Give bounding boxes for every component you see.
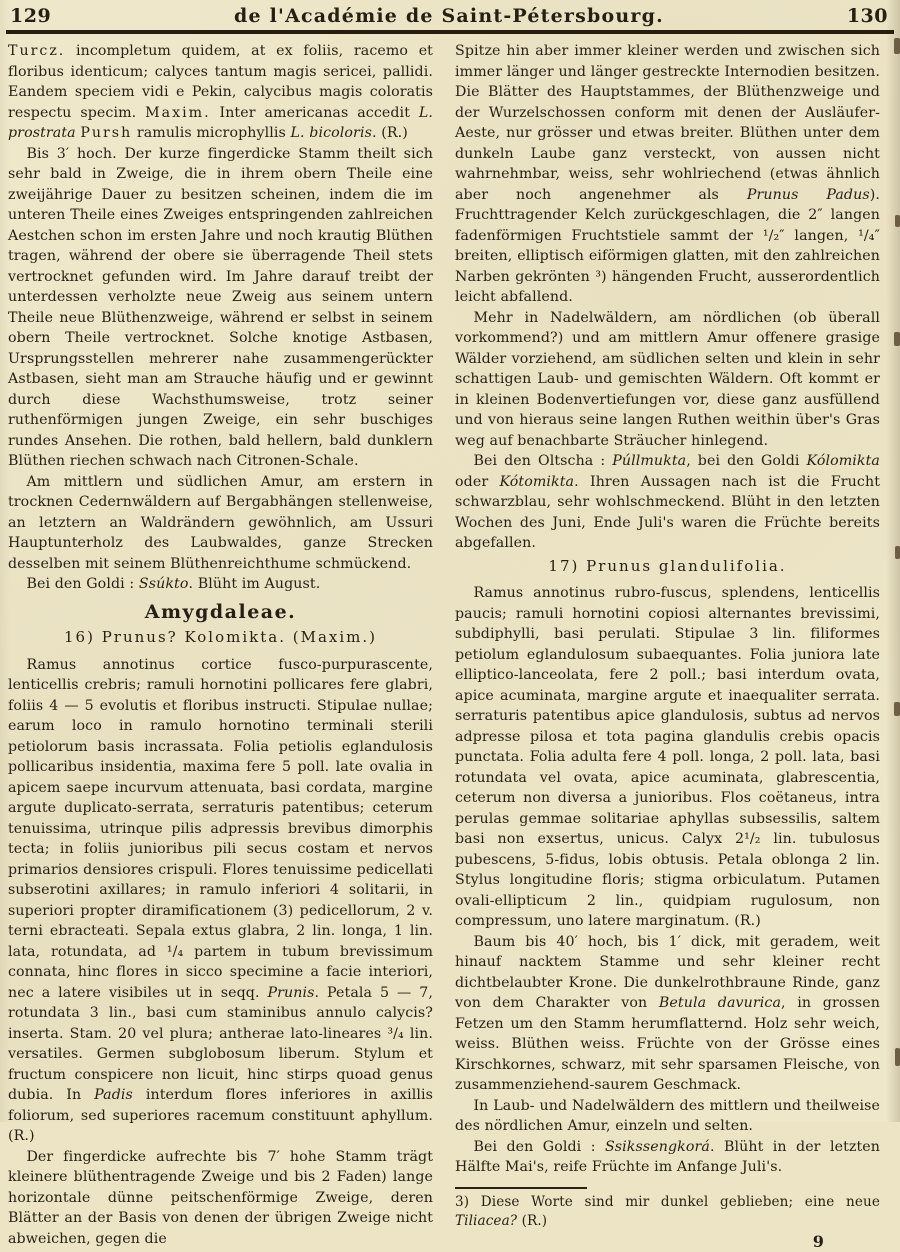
page-header [0,0,900,27]
footnote-3: 3) Diese Worte sind mir dunkel geblieben; eine neue Tiliacea? (R.) [455,1193,880,1231]
section-heading-amygdaleae: Amygdaleae. [8,602,433,623]
left-column [8,41,433,1252]
paragraph-spitze-hin: Spitze hin aber immer kleiner werden und zwischen sich immer länger und länger gestreckte Internodien besitzen. Die Blätter des Hauptstammes, der Blüthenzweige und der Wurzelschossen conform mit denen der Ausläufer-Aeste, nur grösser und etwas breiter. Blüthen unter dem dunkeln Laube ganz versteckt, von aussen nicht wahrnehmbar, weiss, sehr wohlriechend (etwas ähnlich aber noch angenehmer als Prunus Padus). Fruchttragender Kelch zurückgeschlagen, die 2″ langen fadenförmigen Fruchtstiele sammt der ¹/₂″ langen, ¹/₄″ breiten, elliptisch eiförmigen glatten, mit den zahlreichen Narben gekrönten ³) hängenden Frucht, ausserordentlich leicht abfallend. [455,41,880,308]
scan-edge-artifact [894,332,900,346]
paragraph-ramus-annotinus-rubro: Ramus annotinus rubro-fuscus, splendens, lenticellis paucis; ramuli hornotini copiosi alternantes brevissimi, subdiphylli, basi perulati. Stipulae 3 lin. filiformes petiolum eglandulosum subaequantes. Folia juniora late elliptico-lanceolata, fere 2 poll.; basi interdum ovata, apice acuminata, margine argute et inaequaliter serrata. serraturis patentibus apice glandulosis, subtus ad nervos adpresse pilosa et tota pagina glandulis crebis opacis punctata. Folia adulta fere 4 poll. longa, 2 poll. lata, basi rotundata vel ovata, apice acuminata, glabrescentia, ceterum non diversa a junioribus. Flos coëtaneus, intra perulas gemmae solitariae aphyllas subsessilis, saltem basi non exsertus, unicus. Calyx 2¹/₂ lin. tubulosus pubescens, 5-fidus, lobis obtusis. Petala oblonga 2 lin. Stylus longitudine floris; stigma orbiculatum. Putamen ovali-ellipticum 2 lin., quidpiam rugulosum, non compressum, uno latere marginatum. (R.) [455,583,880,932]
running-title: de l'Académie de Saint-Pétersbourg. [234,5,664,27]
paragraph-goldi-ssukto: Bei den Goldi : Ssúkto. Blüht im August. [8,574,433,595]
text-columns [0,34,900,1252]
signature-number: 9 [455,1232,880,1252]
scan-edge-artifact [895,1048,900,1066]
paragraph-in-laub-und-nadelwaeldern: In Laub- und Nadelwäldern des mittlern und theilweise des nördlichen Amur, einzeln und selten. [455,1096,880,1137]
species-heading-17: 17) Prunus glandulifolia. [455,556,880,577]
scan-edge-artifact [895,215,900,227]
species-heading-16: 16) Prunus? Kolomikta. (Maxim.) [8,627,433,648]
paragraph-am-mittlern-amur: Am mittlern und südlichen Amur, am erstern in trocknen Cedernwäldern auf Bergabhängen stellenweise, an letztern an Waldrändern gewöhnlich, am Ussuri Hauptunterholz des Laubwaldes, ganze Strecken desselben mit seinem Blüthenreichthume schmückend. [8,472,433,575]
page-number-right: 130 [847,5,888,27]
paragraph-bis-3-hoch: Bis 3′ hoch. Der kurze fingerdicke Stamm theilt sich sehr bald in Zweige, die in ihrem obern Theile eine zweijährige Dauer zu besitzen scheinen, indem die im unteren Theile eines Zweiges entspringenden zahlreichen Aestchen schon im ersten Jahre und noch krautig Blüthen tragen, während der obere sie überragende Theil stets vertrocknet gefunden wird. Im Jahre darauf treibt der unterdessen verholzte neue Zweig aus seinem untern Theile neue Blüthenzweige, während er selbst in seinem obern Theile vertrocknet. Solche knotige Astbasen, Ursprungsstellen mehrerer nahe zusammengerückter Astbasen, sieht man am Strauche häufig und er gewinnt durch diese Wachsthumsweise, trotz seiner ruthenförmigen jungen Zweige, ein sehr buschiges rundes Ansehen. Die rothen, bald hellern, bald dunklern Blüthen riechen schwach nach Citronen-Schale. [8,144,433,472]
paragraph-oltscha-pullmukta: Bei den Oltscha : Púllmukta, bei den Goldi Kólomikta oder Kótomikta. Ihren Aussagen nach ist die Frucht schwarzblau, sehr wohlschmeckend. Blüht in den letzten Wochen des Juni, Ende Juli's waren die Früchte bereits abgefallen. [455,451,880,554]
paragraph-mehr-in-nadelwaeldern: Mehr in Nadelwäldern, am nördlichen (ob überall vorkommend?) und am mittlern Amur offenere grasige Wälder vorziehend, am südlichen selten und klein in sehr schattigen Laub- und gemischten Wäldern. Oft kommt er in kleinen Bodenvertiefungen vor, diese ganz ausfüllend und von hieraus seine langen Ruthen weithin über's Gras weg auf benachbarte Sträucher hinlegend. [455,308,880,452]
scan-edge-artifact [895,546,900,559]
paragraph-der-fingerdicke: Der fingerdicke aufrechte bis 7′ hohe Stamm trägt kleinere blüthentragende Zweige und bis 2 Faden) lange horizontale dünne peitschenförmige Zweige, deren Blätter an der Basis von denen der übrigen Zweige nicht abweichen, gegen die [8,1147,433,1250]
scan-edge-artifact [894,38,900,54]
footnote-rule [455,1187,587,1189]
page-number-left: 129 [10,5,51,27]
right-column [455,41,880,1252]
paragraph-turcz: Turcz. incompletum quidem, at ex foliis, racemo et floribus identicum; calyces tantum magis sericei, pallidi. Eandem speciem vidi e Pekin, calycibus magis coloratis respectu specim. Maxim. Inter americanas accedit L. prostrata Pursh ramulis microphyllis L. bicoloris. (R.) [8,41,433,144]
scan-edge-artifact [894,702,900,716]
paragraph-goldi-ssikssengkora: Bei den Goldi : Ssikssengkorá. Blüht in der letzten Hälfte Mai's, reife Früchte im Anfange Juli's. [455,1137,880,1178]
paragraph-baum-bis-40: Baum bis 40′ hoch, bis 1′ dick, mit geradem, weit hinauf nacktem Stamme und sehr kleiner recht dichtbelaubter Krone. Die dunkelrothbraune Rinde, ganz von dem Charakter von Betula davurica, in grossen Fetzen um den Stamm herumflatternd. Holz sehr weich, weiss. Blüthen weiss. Früchte von der Grösse eines Kirschkornes, schwarz, mit sehr sparsamen Fleische, von zusammenziehend-saurem Geschmack. [455,932,880,1096]
paragraph-ramus-annotinus-cortice: Ramus annotinus cortice fusco-purpurascente, lenticellis crebris; ramuli hornotini pollicares fere glabri, foliis 4 — 5 evolutis et floribus instructi. Stipulae nullae; earum loco in ramulo hornotino terminali sterili petiolorum basis incrassata. Folia petiolis eglandulosis pollicaribus insidentia, maxima fere 5 poll. late ovalia in apicem saepe incurvum attenuata, basi cordata, margine argute duplicato-serrata, serraturis patentibus; ceterum tenuissima, utrinque pilis adpressis brevibus dimorphis tecta; in foliis junioribus pili secus costam et nervos primarios densiores crispuli. Flores tenuissime pedicellati subserotini axillares; in ramulo inferiori 4 solitarii, in superiori propter diramificationem (3) pedicellorum, 2 v. terni ebracteati. Sepala extus glabra, 2 lin. longa, 1 lin. lata, rotundata, ad ¹/₄ partem in tubum brevissimum connata, hinc flores in sicco specimine a facie interiori, nec a latere visibiles ut in seqq. Prunis. Petala 5 — 7, rotundata 3 lin., basi cum staminibus annulo calycis? inserta. Stam. 20 vel plura; antherae lato-lineares ³/₄ lin. versatiles. Germen subglobosum liberum. Stylum et fructum conspicere non licuit, hinc stirps quoad genus dubia. In Padis interdum flores inferiores in axillis foliorum, sed superiores racemum constituunt aphyllum. (R.) [8,655,433,1147]
